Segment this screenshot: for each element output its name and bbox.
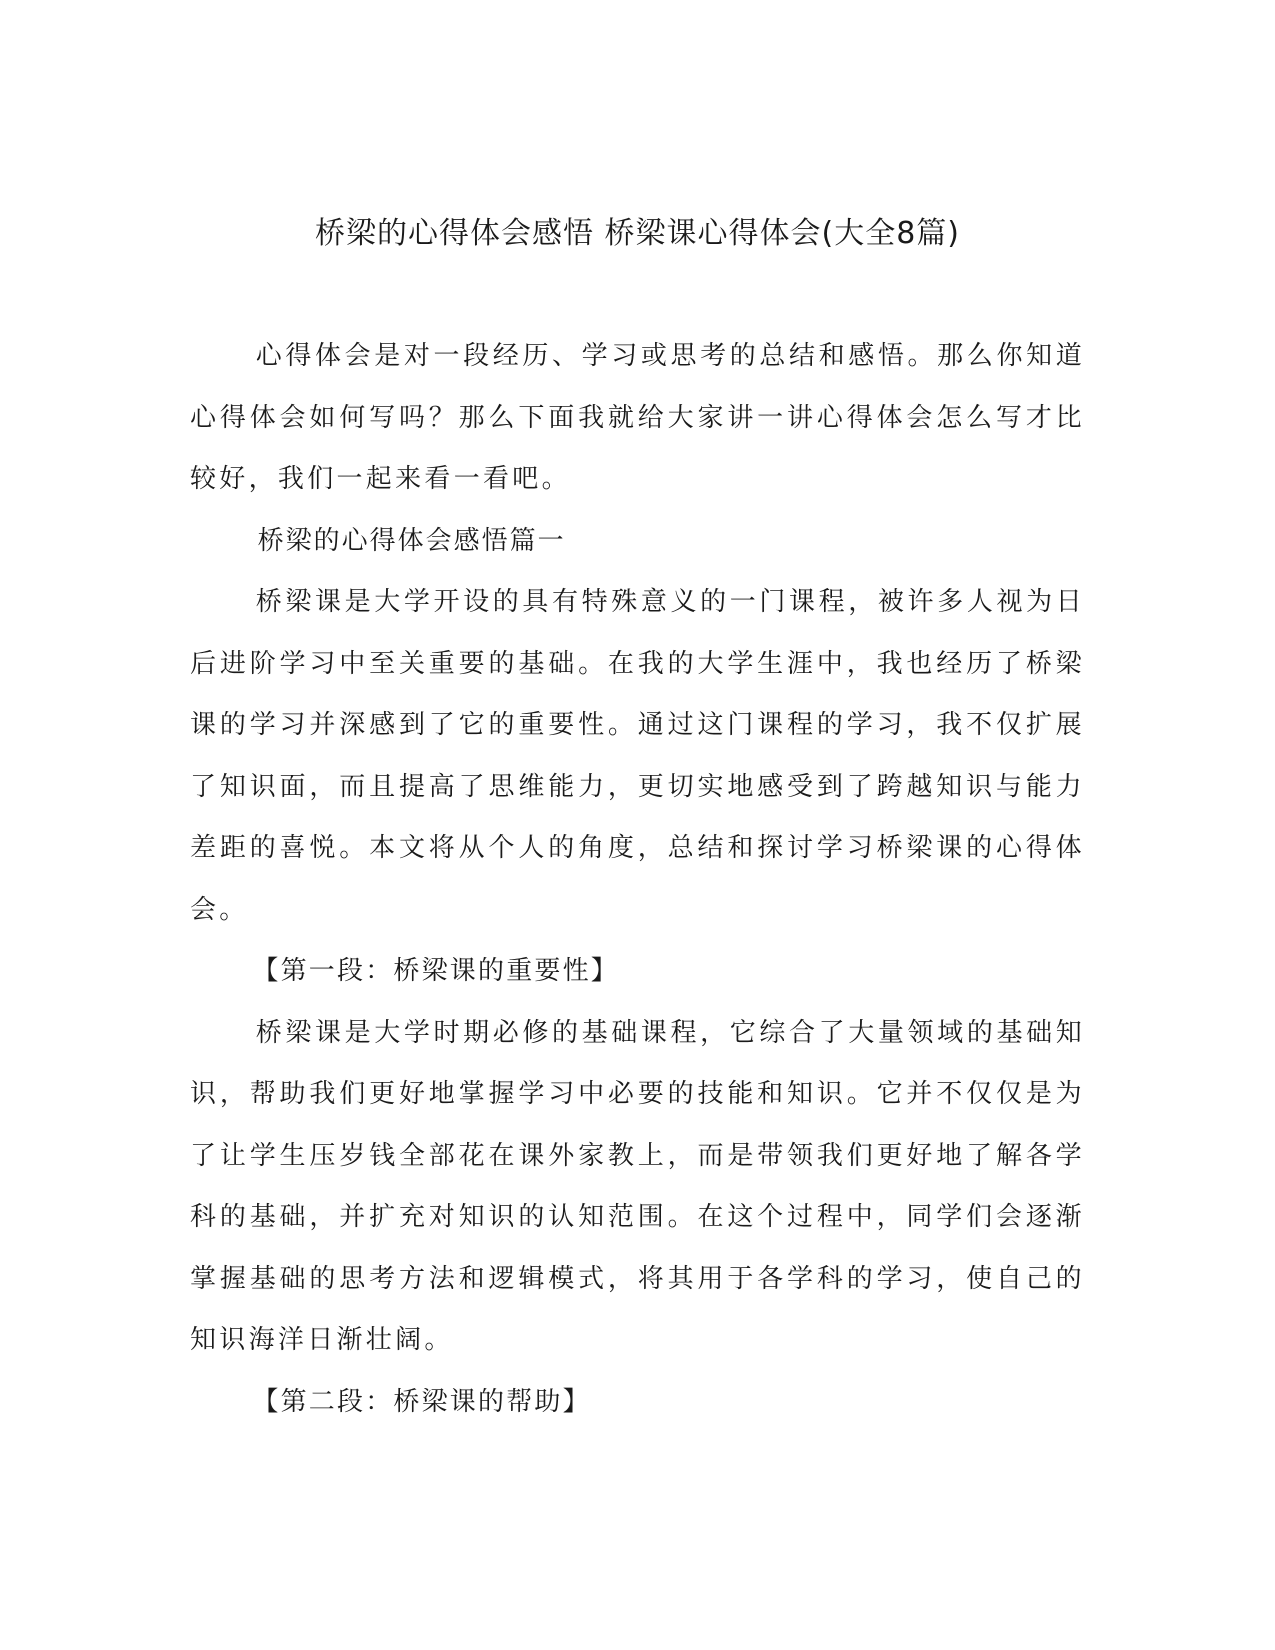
section-heading: 【第二段：桥梁课的帮助】	[252, 1386, 591, 1417]
document-body	[190, 326, 1085, 1433]
document-title: 桥梁的心得体会感悟 桥梁课心得体会(大全8篇)	[314, 216, 961, 251]
section-heading: 【第一段：桥梁课的重要性】	[252, 956, 619, 986]
article-heading: 桥梁的心得体会感悟篇一	[257, 525, 566, 556]
body-paragraph: 桥梁课是大学时期必修的基础课程，它综合了大量领域的基础知识，帮助我们更好地掌握学习中必要的技能和知识。它并不仅仅是为了让学生压岁钱全部花在课外家教上，而是带领我们更好地了解各学科的基础，并扩充对知识的认知范围。在这个过程中，同学们会逐渐掌握基础的思考方法和逻辑模式，将其用于各学科的学习，使自己的知识海洋日渐壮阔。	[190, 1017, 1085, 1355]
intro-paragraph: 心得体会是对一段经历、学习或思考的总结和感悟。那么你知道心得体会如何写吗？那么下面我就给大家讲一讲心得体会怎么写才比较好，我们一起来看一看吧。	[190, 341, 1085, 494]
body-paragraph: 桥梁课是大学开设的具有特殊意义的一门课程，被许多人视为日后进阶学习中至关重要的基础。在我的大学生涯中，我也经历了桥梁课的学习并深感到了它的重要性。通过这门课程的学习，我不仅扩展了知识面，而且提高了思维能力，更切实地感受到了跨越知识与能力差距的喜悦。本文将从个人的角度，总结和探讨学习桥梁课的心得体会。	[190, 587, 1085, 925]
